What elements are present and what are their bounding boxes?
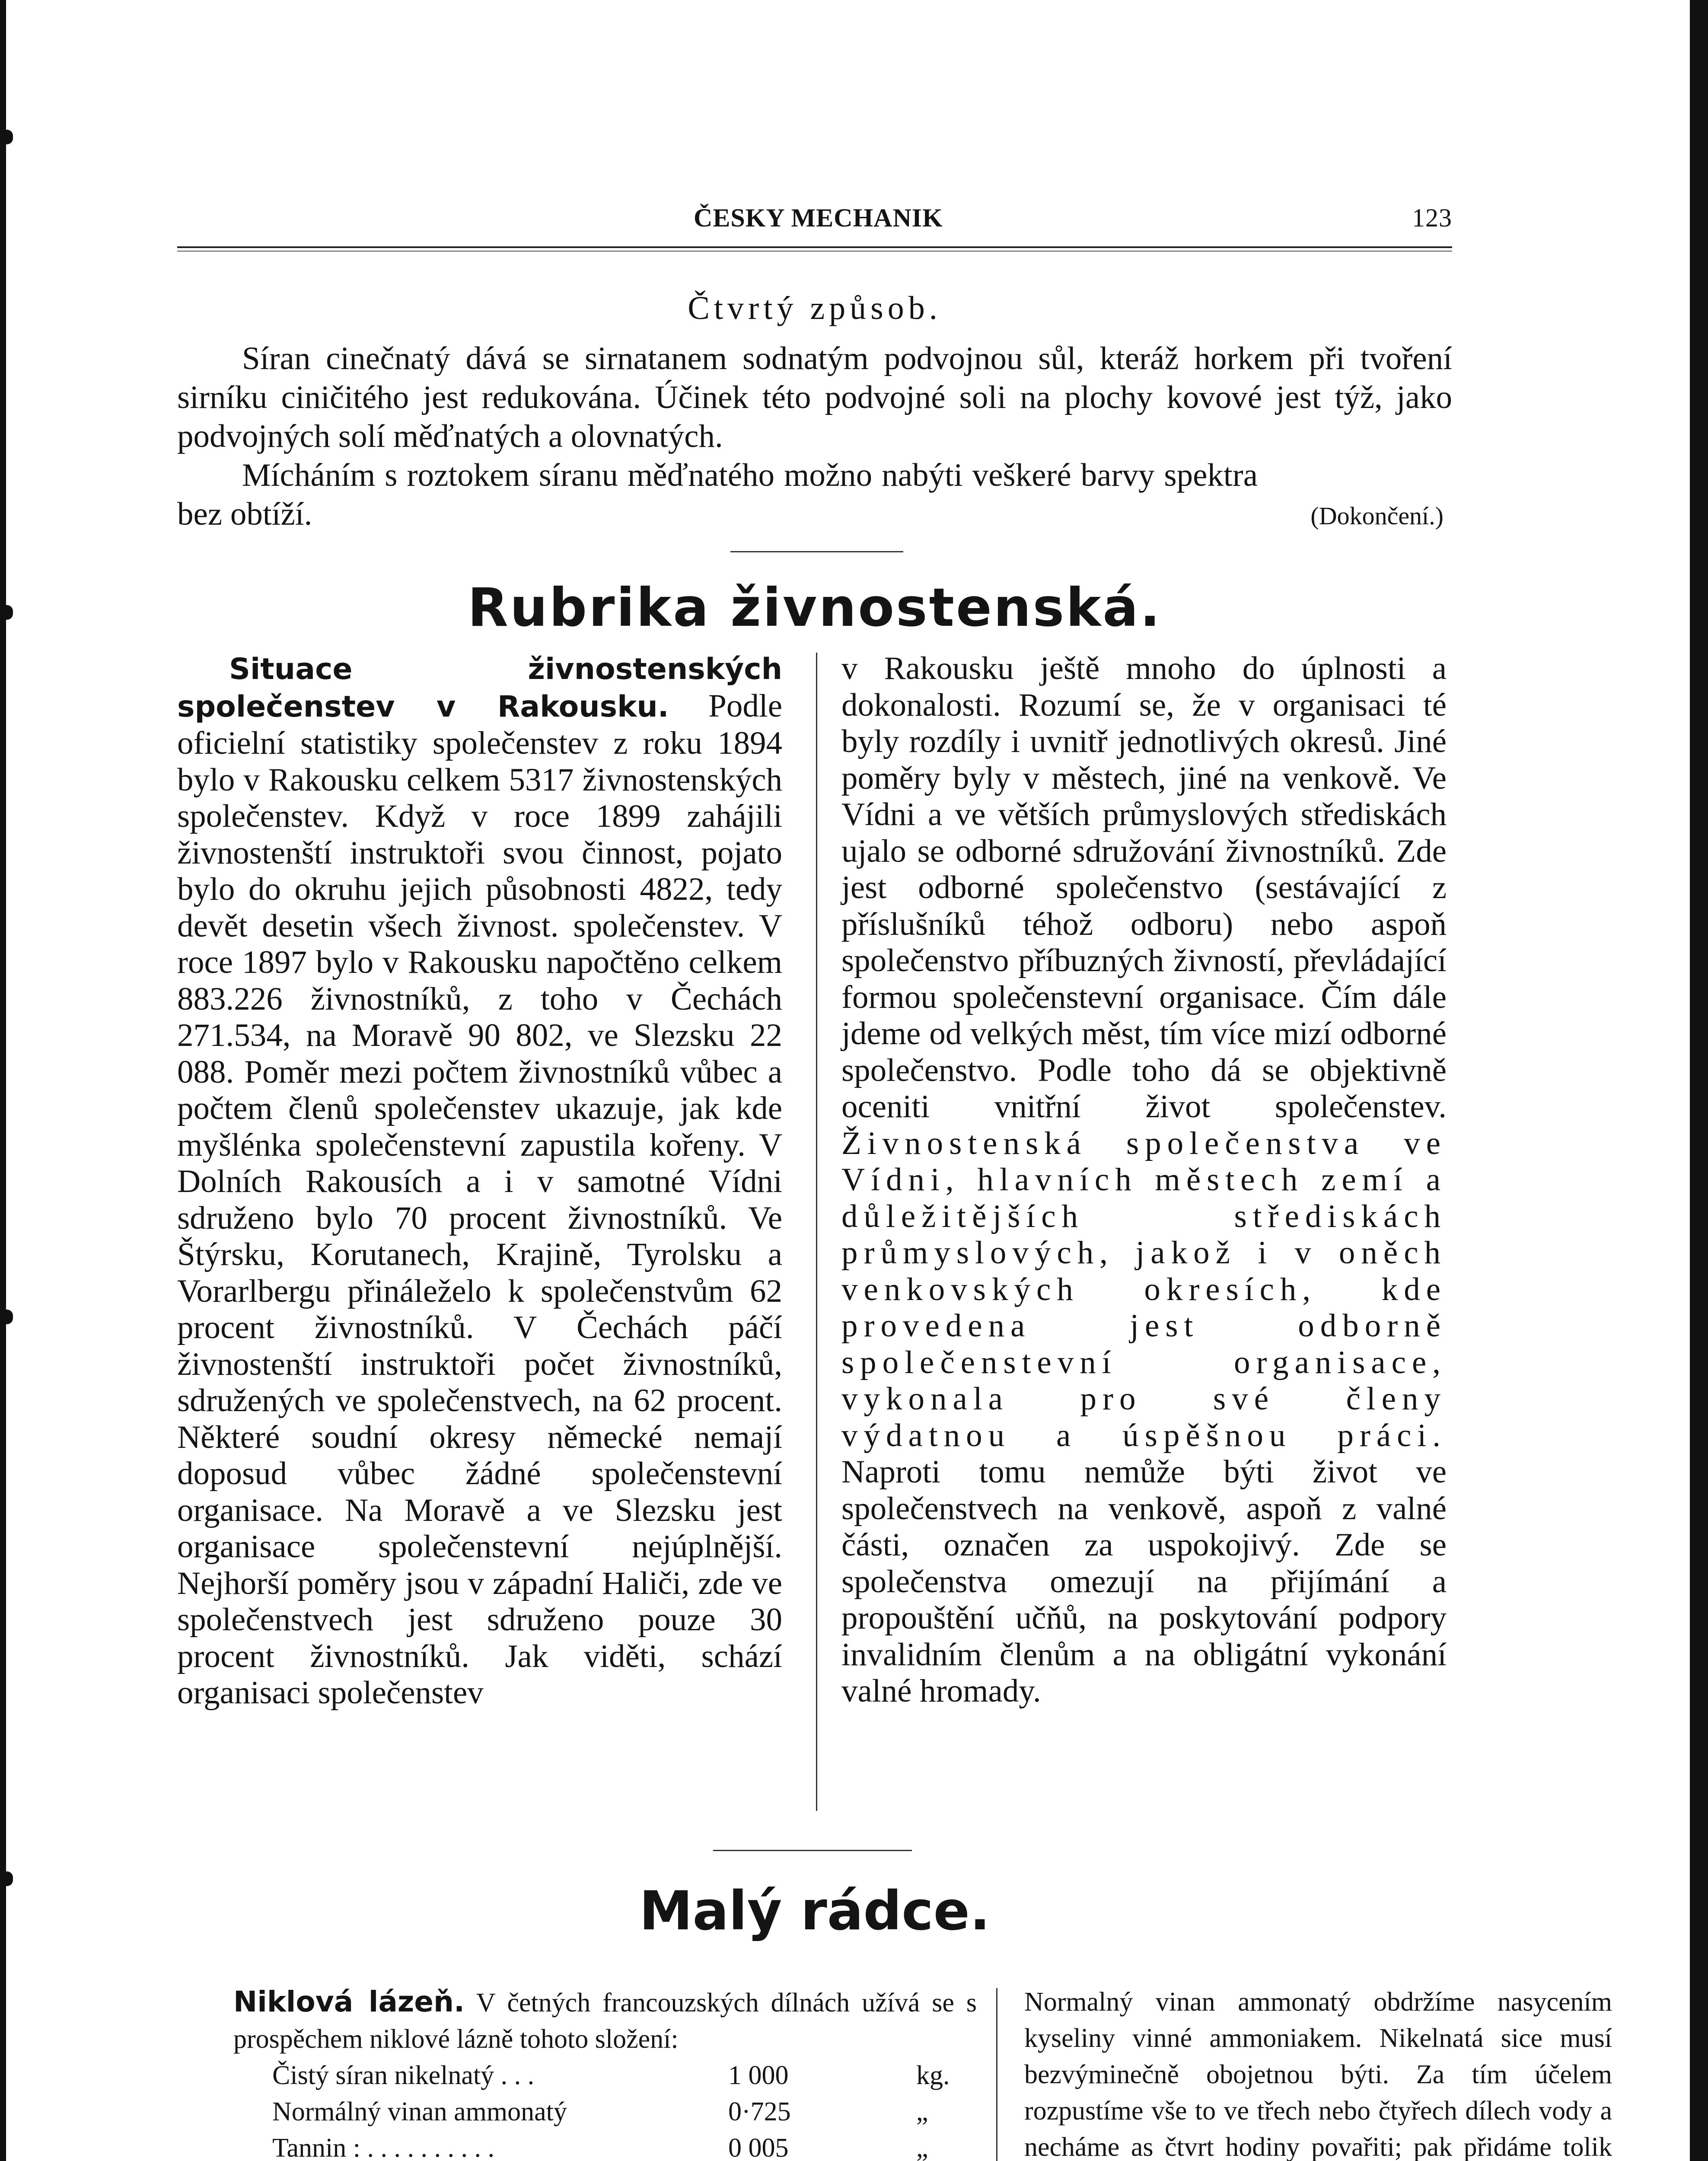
recipe-row	[233, 2057, 977, 2094]
section-divider	[730, 551, 903, 552]
recipe-list	[233, 2057, 977, 2161]
article-text: Naproti tomu nemůže býti život ve společenstvech na venkově, aspoň z valné části, označen za uspokojivý. Zde se společenstva omezují na přijímání a propouštění učňů, na poskytování podpory invalidním členům a na obligátní vykonání valné hromady.	[841, 1454, 1447, 1709]
ingredient-name: Čistý síran nikelnatý . . .	[272, 2061, 535, 2090]
article-text: v Rakousku ještě mnoho do úplnosti a dokonalosti. Rozumí se, že v organisaci té byly rozdíly i uvnitř jednotlivých okresů. Jiné poměry byly v městech, jiné na venkově. Ve Vídni a ve větších průmyslových střediskách ujalo se odborné sdružování živnostníků. Zde jest odborné společenstvo (sestávající z příslušníků téhož odboru) nebo aspoň společenstvo příbuzných živností, převládající formou společenstevní organisace. Čím dále jdeme od velkých měst, tím více mizí odborné společenstvo. Podle toho dá se objektivně oceniti vnitřní život společenstev.	[841, 650, 1447, 1125]
header-rule-thin	[177, 251, 1452, 252]
paragraph	[177, 456, 1258, 534]
scan-edge-right	[1690, 0, 1708, 2161]
running-header	[177, 203, 1452, 242]
article-left-column	[177, 650, 782, 1712]
scan-mark	[0, 130, 13, 144]
paragraph-text: Síran cinečnatý dává se sirnatanem sodnatým podvojnou sůl, kteráž horkem při tvoření sirníku ciničitého jest redukována. Účinek této podvojné soli na plochy kovové jest týž, jako podvojných solí měďnatých a olovnatých.	[177, 341, 1452, 454]
scan-edge-left	[0, 0, 6, 2161]
recipe-row	[233, 2130, 977, 2161]
ingredient-amount: 1 000	[728, 2061, 789, 2090]
column-divider	[816, 653, 817, 1811]
article-text-spaced: Živnostenská společenstva ve Vídni, hlavních městech zemí a důležitějších střediskách průmyslových, jakož i v oněch venkovských okresích, kde provedena jest odborně společenstevní organisace, vykonala pro své členy výdatnou a úspěšnou práci.	[841, 1125, 1447, 1453]
ingredient-amount: 0·725	[728, 2097, 791, 2126]
page-number: 123	[1412, 204, 1452, 232]
ingredient-name: Tannin : . . . . . . . . . .	[272, 2133, 495, 2161]
scan-mark	[0, 1310, 13, 1324]
paragraph	[177, 339, 1452, 456]
page	[177, 203, 1612, 2161]
recipe-column	[233, 1984, 977, 2161]
article-text: Podle oficielní statistiky společenstev z roku 1894 bylo v Rakousku celkem 5317 živnostenských společenstev. Když v roce 1899 zahájili živnostenští instruktoři svou činnost, pojato bylo do okruhu jejich působnosti 4822, tedy devět desetin všech živnost. společenstev. V roce 1897 bylo v Rakousku napočtěno celkem 883.226 živnostníků, z toho v Čechách 271.534, na Moravě 90 802, ve Slezsku 22 088. Poměr mezi počtem živnostníků vůbec a počtem členů společenstev ukazuje, jak kde myšlénka společenstevní zapustila kořeny. V Dolních Rakousích a i v samotné Vídni sdruženo bylo 70 procent živnostníků. Ve Štýrsku, Korutanech, Krajině, Tyrolsku a Vorarlbergu přináleželo k společenstvům 62 procent živnostníků. V Čechách páčí živnostenští instruktoři počet živnostníků, sdružených ve společenstvech, na 62 procent. Některé soudní okresy německé nemají doposud vůbec žádné společenstevní organisace. Na Moravě a ve Slezsku jest organisace společenstevní nejúplnější. Nejhorší poměry jsou v západní Haliči, zde ve společenstvech jest sdruženo pouze 30 procent živnostníků. Jak viděti, schází organisaci společenstev	[177, 688, 783, 1711]
column-divider	[996, 1988, 997, 2161]
paragraph-text: Mícháním s roztokem síranu měďnatého možno nabýti veškeré barvy spektra bez obtíží.	[177, 457, 1258, 532]
to-be-continued-note: (Dokončení.)	[1310, 502, 1444, 530]
recipe-row	[233, 2094, 977, 2130]
rubrika-heading: Rubrika živnostenská.	[467, 577, 1162, 638]
section-heading: Čtvrtý způsob.	[688, 290, 942, 326]
scan-mark	[0, 1871, 13, 1886]
ingredient-unit: „	[916, 2097, 928, 2126]
maly-radce-heading: Malý rádce.	[639, 1880, 990, 1942]
advice-text: Normalný vinan ammonatý obdržíme nasycením kyseliny vinné ammoniakem. Nikelnatá sice musí bezvýminečně obojetnou býti. Za tím účelem rozpustíme vše to ve třech nebo čtyřech dílech vody a necháme as čtvrt hodiny povařiti; pak přidáme tolik	[1024, 1987, 1612, 2161]
article-right-column	[841, 650, 1447, 1710]
ingredient-unit: „	[916, 2133, 928, 2161]
section-divider	[713, 1850, 912, 1851]
recipe-lead: Niklová lázeň.	[233, 1985, 465, 2018]
ingredient-amount: 0 005	[728, 2133, 789, 2161]
scan-mark	[0, 605, 13, 620]
header-rule	[177, 246, 1452, 248]
article-lead: Situace živnostenských společenstev v Rakousku.	[177, 652, 782, 724]
journal-title: ČESKY MECHANIK	[694, 204, 943, 232]
advice-right-column	[1024, 1984, 1612, 2161]
ingredient-name: Normálný vinan ammonatý	[272, 2097, 567, 2126]
recipe-intro: V četných francouzských dílnách užívá se s prospěchem niklové lázně tohoto složení:	[233, 1988, 977, 2054]
ingredient-unit: kg.	[916, 2061, 950, 2090]
